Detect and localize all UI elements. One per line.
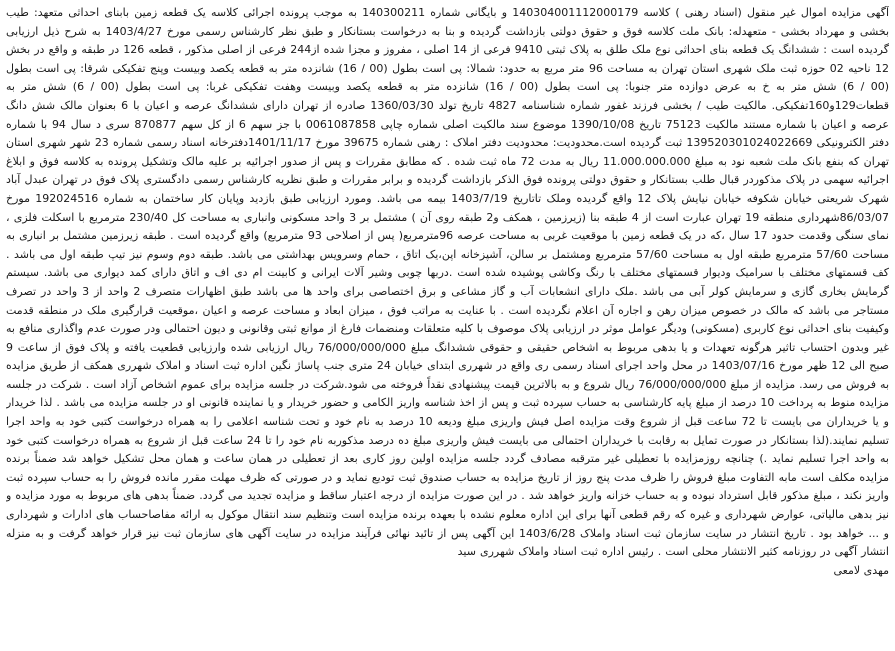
- notice-body: آگهی مزایده اموال غیر منقول (اسناد رهنی ) کلاسه 140304001112000179 و بایگانی شماره 140300211 به موجب پرونده اجرائی کلاسه یک قطعه زمین بابنای احداثی متعهد: طیب بخشی و مهرداد بخشی - متعهدله: بانک ملت کلاسه فوق و حقوق دولتی بازداشت گردیده و بنا به درخواست بستانکار و طبق نظر کارشناس رسمی مورخ 1403/4/27 به شرح ذیل ارزیابی گردیده است : ششدانگ یک قطعه بنای احداثی نوع ملک طلق به پلاک ثبتی 9410 فرعی از 14 اصلی ، مفروز و مجزا شده از244 فرعی از اصلی مذکور ، قطعه 126 در طبقه و واقع در بخش 12 ناحیه 02 حوزه ثبت ملک شهری استان تهران به مساحت 96 متر مربع به حدود: شمالا: پی است بطول (00 / 16) شانزده متر به قطعه یکصد وبیست وپنج تفکیکی شرقا: پی است بطول (00 / 6) شش متر به خ به عرض دوازده متر جنوبا: پی است بطول (00 / 16) شانزده متر به قطعه یکصد وبیست وهفت تفکیکی غربا: پی است بطول (00 / 6) شش متر به قطعات129و160تفکیکی. مالکیت طیب / بخشی فرزند غفور شماره شناسنامه 4827 تاریخ تولد 1360/03/30 صادره از تهران دارای ششدانگ عرصه و اعیان با 6 بعنوان مالک شش دانگ عرصه و اعیان با شماره مستند مالکیت 75123 تاریخ 1390/10/08 موضوع سند مالکیت اصلی شماره چاپی 0061087858 با جز سهم 6 از کل سهم 870877 سری د سال 94 با شماره دفتر الکترونیکی 139520301024022669 ثبت گردیده است.محدودیت: محدودیت دفتر املاک : رهنی شماره 39675 مورخ 1401/11/17دفترخانه اسناد رسمی شماره 23 شهر شهری استان تهران که بنفع بانک ملت شعبه نود به مبلغ 11.000.000.000 ریال به مدت 72 ماه ثبت شده . که مطابق مقررات و پس از صدور اجرائیه بر علیه مالک وتشکیل پرونده به کلاسه فوق و ابلاغ اجرائیه سهمی در پلاک مذکوردر قبال طلب بستانکار و حقوق دولتی پرونده فوق الذکر بازداشت گردیده و برابر مقررات و طبق نظریه کارشناس رسمی دادگستری پلاک فوق در تهران عبدل آباد شهرک شریعتی خیابان شکوفه خیابان نیایش پلاک 12 واقع گردیده وملک تاتاریخ 1403/7/19 بیمه می باشد. ومورد ارزیابی طبق بازدید وپایان کار ساختمان به شماره 192024516 مورخ 86/03/07شهرداری منطقه 19 تهران عبارت است از 4 طبقه بنا (زیرزمین ، همکف و2 طبقه روی آن ) مشتمل بر 3 واحد مسکونی وانباری به مساحت کل 230/40 مترمربع با اسکلت فلزی ، نمای سنگی وقدمت حدود 17 سال ،که در یک قطعه زمین با موقعیت غربی به مساحت عرصه 96مترمربع( پس از اصلاحی 93 مترمربع) واقع گردیده است . طبقه زیرزمین مشتمل بر انباری به مساحت 57/60 مترمربع طبقه اول به مساحت 57/60 مترمربع ومشتمل بر سالن، آشپزخانه اپن،یک اتاق ، حمام وسرویس بهداشتی می باشد. طبقه دوم وسوم نیز تیپ طبقه اول می باشد . کف قسمتهای مختلف با سرامیک ودیوار قسمتهای مختلف با رنگ وکاشی پوشیده شده است .دربها چوبی وشیر آلات ایرانی و کابینت ام دی اف و اتاق دارای کمد دیواری می باشد. سیستم گرمایش بخاری گازی و سرمایش کولر آبی می باشد .ملک دارای انشعابات آب و گاز مشاعی و برق اختصاصی برای واحد ها می باشد طبق اظهارات متصرف 2 واحد از 3 واحد در تصرف مستاجر می باشد که مالک در خصوص میزان رهن و اجاره آن اعلام نگردیده است . با عنایت به مراتب فوق ، میزان ابعاد و مساحت عرصه و اعیان ،موقعیت قرارگیری ملک در منطقه قدمت وکیفیت بنای احداثی نوع کاربری (مسکونی) ودیگر عوامل موثر در ارزیابی پلاک موصوف با کلیه متعلقات ومنضمات فارغ از موانع ثبتی وقانونی و دیون احتمالی ودر صورت عدم واگذاری منافع به غیر وبدون احتساب تاثیر هرگونه تعهدات و یا بدهی مربوط به اشخاص حقیقی و حقوقی ششدانگ مبلغ 76/000/000/000 ریال ارزیابی شده وارزیابی قطعیت یافته و پلاک فوق از ساعت 9 صبح الی 12 ظهر مورخ 1403/07/16 در محل واحد اجرای اسناد رسمی ری واقع در شهرری ابتدای خیابان 24 متری جنب پاساژ نگین اداره ثبت اسناد و املاک شهرری همکف از طریق مزایده به فروش می رسد. مزایده از مبلغ 76/000/000/000 ریال شروع و به بالاترین قیمت پیشنهادی نقداً فروخته می شود.شرکت در جلسه مزایده برای عموم اشخاص آزاد است . شرکت در جلسه مزایده منوط به پرداخت 10 درصد از مبلغ پایه کارشناسی به حساب سپرده ثبت و پس از اخذ شناسه واریز الکامی و حضور خریدار و یا نماینده قانونی او در جلسه مزایده می باشد . لذا خریدار و یا خریداران می بایست تا 72 ساعت قبل از شروع وقت مزایده اصل فیش واریزی مبلغ ودیعه 10 درصد به نام خود و تحت شناسه اعلامی را به همراه درخواست کتبی خود به واحد اجرا تسلیم نمایند.(لذا بستانکار در صورت تمایل به رقابت با خریداران احتمالی می بایست فیش واریزی مبلغ ده درصد مذکوربه نام خود را تا 24 ساعت قبل از شروع به همراه درخواست کتبی خود به واحد اجرا تسلیم نماید .) چنانچه روزمزایده با تعطیلی غیر مترقبه مصادف گردد جلسه مزایده اولین روز کاری بعد از تعطیلی در همان ساعت و همان محل تشکیل خواهد شد ضمناً برنده مزایده مکلف است مابه التفاوت مبلغ فروش را ظرف مدت پنج روز از تاریخ مزایده به حساب صندوق ثبت تودیع نماید و در صورتی که ظرف مهلت مقرر مانده فروش را به حساب سپرده ثبت واریز نکند ، مبلغ مذکور قابل استرداد نبوده و به حساب خزانه واریز خواهد شد . در این صورت مزایده از درجه اعتبار ساقط و مزایده تجدید می گردد. ضمناً بدهی های مربوط به مورد مزایده و نیز بدهی مالیاتی، عوارض شهرداری و غیره که رقم قطعی آنها برای این اداره معلوم نشده با بعهده برنده مزایده است وتنظیم سند انتقال موکول به ارائه مفاصاحساب های ادارات و شهرداری و ... خواهد بود . تاریخ انتشار در سایت سازمان ثبت اسناد واملاک 1403/6/28 این آگهی پس از تائید نهائی فرآیند مزایده در سایت آگهی های سازمان ثبت نیز قرار خواهد گرفت و به منزله انتشار آگهی در روزنامه کثیر الانتشار محلی است . رئیس اداره ثبت اسناد واملاک شهرری سید: [6, 6, 889, 559]
- auction-notice: [6, 4, 889, 647]
- notice-signature: مهدی لامعی: [833, 563, 889, 577]
